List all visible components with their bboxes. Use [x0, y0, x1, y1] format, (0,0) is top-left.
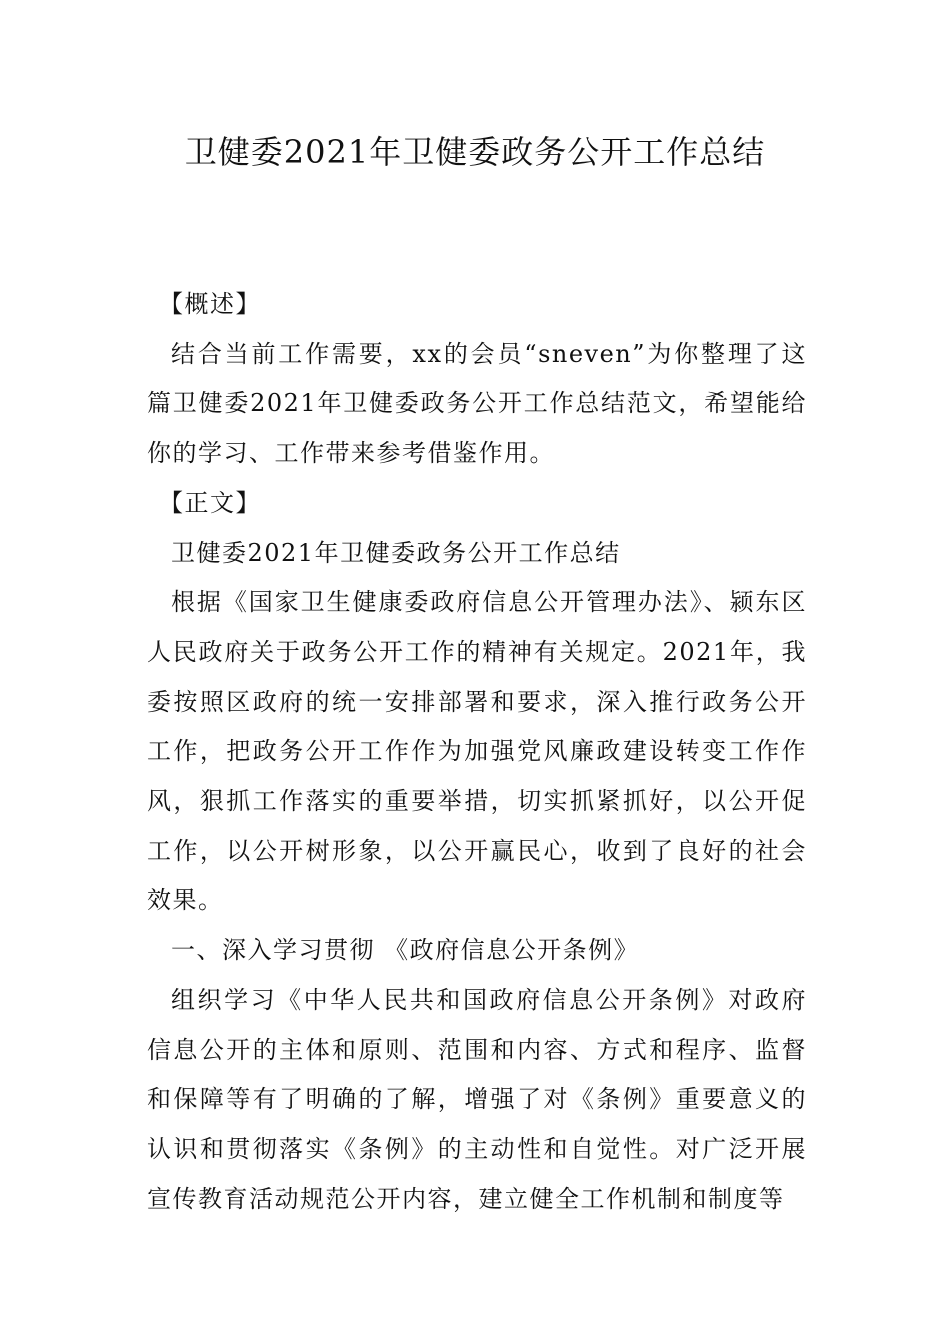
body-heading: 【正文】 — [159, 488, 261, 517]
overview-heading: 【概述】 — [159, 290, 261, 318]
body-title: 卫健委2021年卫健委政务公开工作总结 — [171, 538, 621, 567]
section-heading-1: 一、深入学习贯彻 《政府信息公开条例》 — [171, 936, 640, 965]
overview-paragraph: 结合当前工作需要，xx的会员“sneven”为你整理了这篇卫健委2021年卫健委政务公开工作总结范文，希望能给你的学习、工作带来参考借鉴作用。 — [147, 339, 807, 468]
paragraph-section-1: 组织学习《中华人民共和国政府信息公开条例》对政府信息公开的主体和原则、范围和内容、方式和程序、监督和保障等有了明确的了解，增强了对《条例》重要意义的认识和贯彻落实《条例》的主动性和自觉性。对广泛开展宣传教育活动规范公开内容，建立健全工作机制和制度等 — [147, 985, 807, 1213]
document-body — [147, 280, 807, 1224]
document-title: 卫健委2021年卫健委政务公开工作总结 — [184, 133, 766, 171]
paragraph-intro: 根据《国家卫生健康委政府信息公开管理办法》、颍东区人民政府关于政务公开工作的精神有关规定。2021年，我委按照区政府的统一安排部署和要求，深入推行政务公开工作，把政务公开工作作为加强党风廉政建设转变工作作风，狠抓工作落实的重要举措，切实抓紧抓好，以公开促工作，以公开树形象，以公开赢民心，收到了良好的社会效果。 — [147, 588, 807, 915]
